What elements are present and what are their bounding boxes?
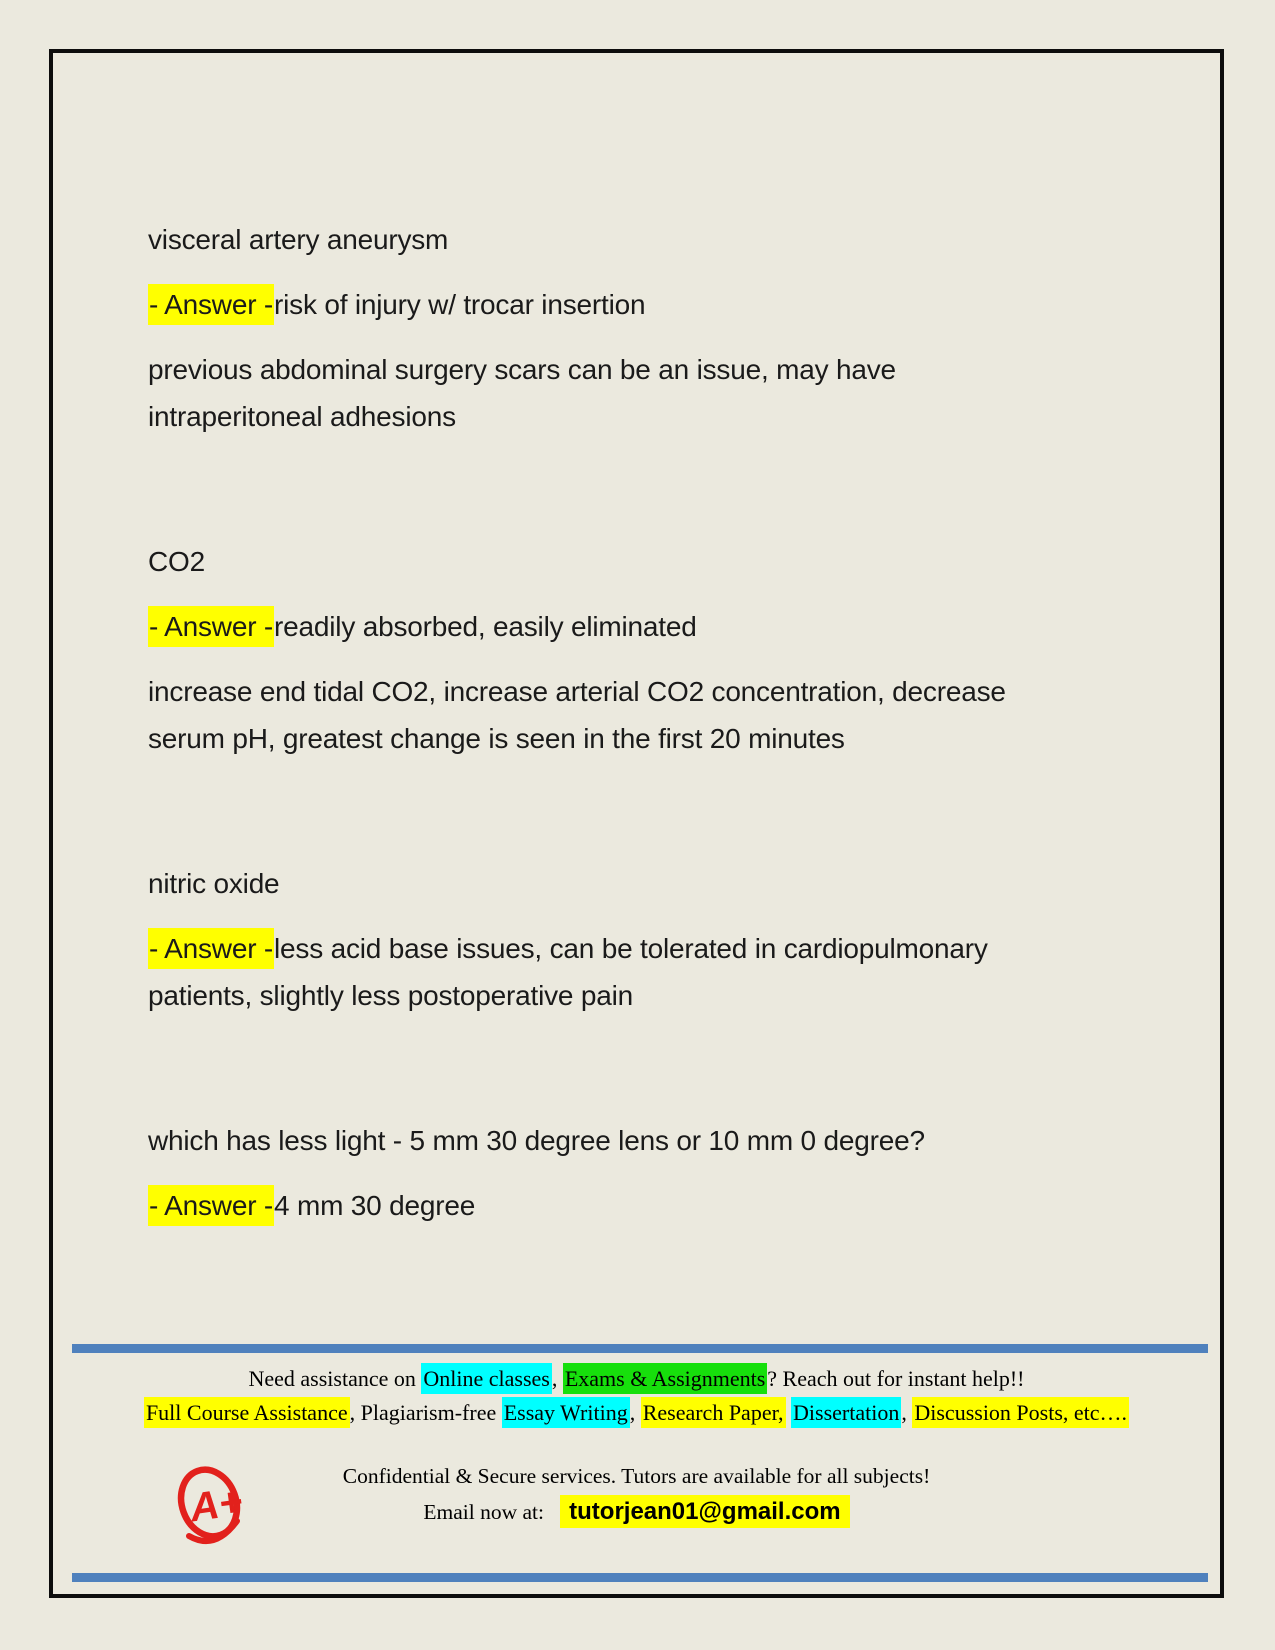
qa-line	[148, 715, 1180, 762]
text-run: risk of injury w/ trocar insertion	[274, 289, 646, 320]
footer-promo-line-2	[53, 1396, 1220, 1430]
qa-paragraph	[148, 860, 1180, 907]
text-run: intraperitoneal adhesions	[148, 401, 456, 432]
bottom-divider-rule	[72, 1573, 1208, 1582]
qa-paragraph	[148, 603, 1180, 650]
qa-line	[148, 972, 1180, 1019]
text-run: ,	[629, 1400, 641, 1425]
text-run: Need assistance on	[248, 1366, 422, 1391]
text-run: ,	[551, 1366, 563, 1391]
email-label: Email now at:	[423, 1500, 545, 1524]
qa-line	[148, 538, 1180, 585]
qa-paragraph	[148, 281, 1180, 328]
email-line	[53, 1494, 1220, 1530]
highlighted-text: Online classes	[421, 1363, 551, 1394]
text-run: 4 mm 30 degree	[274, 1190, 476, 1221]
highlighted-text: Exams & Assignments	[563, 1363, 767, 1394]
text-run: ,	[901, 1400, 913, 1425]
text-run: , Plagiarism-free	[349, 1400, 502, 1425]
qa-paragraph	[148, 1182, 1180, 1229]
highlighted-text: Essay Writing	[502, 1397, 630, 1428]
highlighted-text: Research Paper,	[641, 1397, 786, 1428]
highlighted-text: Discussion Posts, etc….	[912, 1397, 1129, 1428]
highlighted-text: - Answer -	[148, 606, 274, 647]
confidential-text: Confidential & Secure services. Tutors are available for all subjects!	[342, 1464, 931, 1488]
footer-contact	[53, 1458, 1220, 1530]
qa-line	[148, 925, 1180, 972]
qa-paragraph	[148, 1117, 1180, 1164]
text-run: serum pH, greatest change is seen in the first 20 minutes	[148, 723, 845, 754]
qa-line	[148, 216, 1180, 263]
paragraph-spacer	[148, 780, 1180, 860]
text-run: previous abdominal surgery scars can be an issue, may have	[148, 354, 896, 385]
text-run: less acid base issues, can be tolerated in cardiopulmonary	[274, 933, 988, 964]
qa-line	[148, 346, 1180, 393]
a-plus-logo-text: A+	[187, 1479, 245, 1531]
text-run: CO2	[148, 546, 205, 577]
qa-content	[148, 216, 1180, 1247]
highlighted-text: Full Course Assistance	[144, 1397, 350, 1428]
qa-line	[148, 1182, 1180, 1229]
paragraph-spacer	[148, 1037, 1180, 1117]
text-run: patients, slightly less postoperative pain	[148, 980, 633, 1011]
text-run: ? Reach out for instant help!!	[767, 1366, 1025, 1391]
page-border-frame	[49, 49, 1224, 1598]
text-run: visceral artery aneurysm	[148, 224, 449, 255]
qa-line	[148, 860, 1180, 907]
email-address: tutorjean01@gmail.com	[560, 1495, 849, 1528]
qa-line	[148, 1117, 1180, 1164]
qa-paragraph	[148, 925, 1180, 1019]
footer-promo	[53, 1362, 1220, 1430]
top-divider-rule	[72, 1344, 1208, 1353]
footer-promo-line-1	[53, 1362, 1220, 1396]
qa-paragraph	[148, 346, 1180, 440]
qa-line	[148, 603, 1180, 650]
text-run: which has less light - 5 mm 30 degree lens or 10 mm 0 degree?	[148, 1125, 925, 1156]
text-run: readily absorbed, easily eliminated	[274, 611, 697, 642]
qa-line	[148, 281, 1180, 328]
paragraph-spacer	[148, 458, 1180, 538]
qa-paragraph	[148, 668, 1180, 762]
text-run: increase end tidal CO2, increase arterial CO2 concentration, decrease	[148, 676, 1006, 707]
highlighted-text: - Answer -	[148, 928, 274, 969]
qa-paragraph	[148, 216, 1180, 263]
highlighted-text: - Answer -	[148, 1185, 274, 1226]
highlighted-text: Dissertation	[791, 1397, 901, 1428]
highlighted-text: - Answer -	[148, 284, 274, 325]
text-run: nitric oxide	[148, 868, 280, 899]
qa-line	[148, 393, 1180, 440]
qa-line	[148, 668, 1180, 715]
qa-paragraph	[148, 538, 1180, 585]
